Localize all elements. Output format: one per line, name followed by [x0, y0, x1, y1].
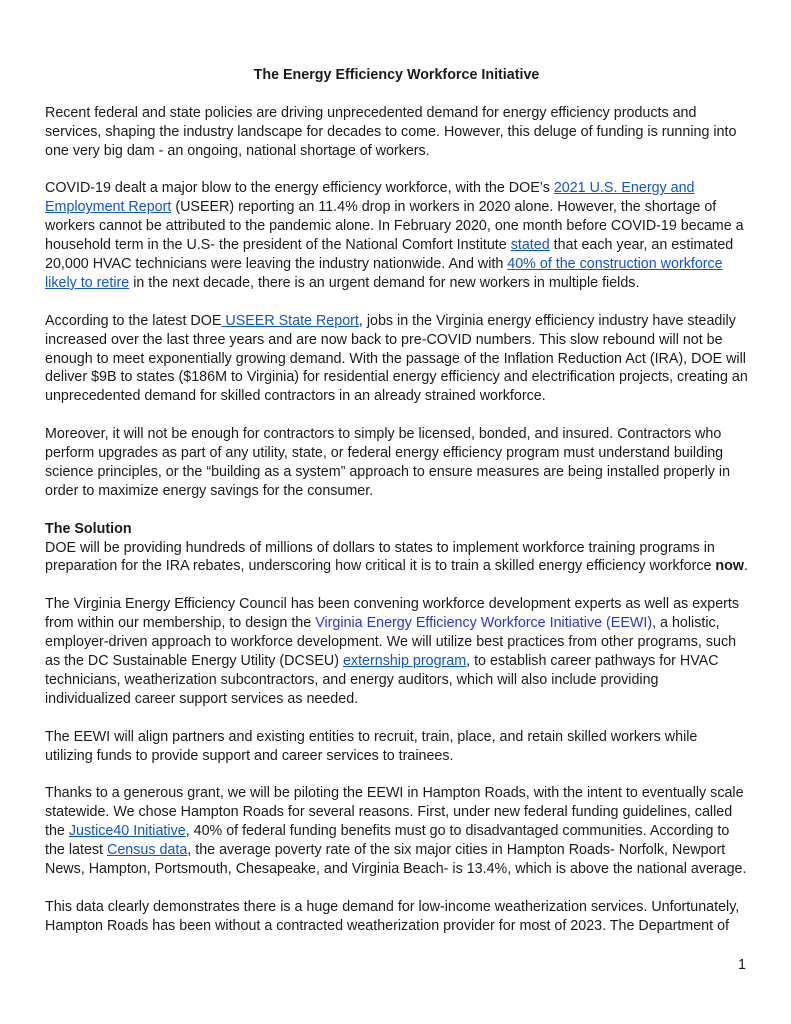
paragraph: [45, 784, 748, 879]
hyperlink[interactable]: USEER State Report: [221, 312, 359, 329]
hyperlink[interactable]: Justice40 Initiative: [68, 823, 186, 840]
text-run: The Solution: [45, 520, 132, 537]
paragraph: [45, 179, 748, 292]
text-run: Thanks to a generous grant, we will be piloting the EEWI in Hampton Roads, with the intent to eventually scale statewide. We chose Hampton Roads for several reasons. First, under new federal funding guidelines, called the: [45, 785, 744, 840]
hyperlink[interactable]: externship program: [342, 653, 467, 669]
hyperlink[interactable]: Census data: [107, 842, 188, 859]
hyperlink[interactable]: stated: [510, 237, 550, 254]
text-run: The Virginia Energy Efficiency Council has been convening workforce development experts as well as experts from within our membership, to design the: [45, 596, 740, 632]
text-run: This data clearly demonstrates there is a huge demand for low-income weatherization services. Unfortunately, Hampton Roads has been without a contracted weatherization provider for most of 2023. The Department of: [45, 898, 740, 934]
hyperlink[interactable]: 2021 U.S. Energy and Employment Report: [45, 180, 695, 216]
paragraph: [45, 728, 748, 766]
paragraph: [45, 595, 748, 708]
text-run: Moreover, it will not be enough for contractors to simply be licensed, bonded, and insured. Contractors who perform upgrades as part of any utility, state, or federal energy efficiency program must understand building science principles, or the “building as a system” approach to ensure measures are being installed properly in order to maximize energy savings for the consumer.: [45, 426, 731, 499]
text-run: (USEER) reporting an 11.4% drop in workers in 2020 alone. However, the shortage of workers cannot be attributed to the pandemic alone. In February 2020, one month before COVID-19 became a household term in the U.S- the president of the National Comfort Institute: [45, 199, 744, 254]
text-run: COVID-19 dealt a major blow to the energy efficiency workforce, with the DOE’s: [45, 180, 554, 197]
text-run: , 40% of federal funding benefits must go to disadvantaged communities. According to the latest: [45, 823, 730, 859]
document-title: The Energy Efficiency Workforce Initiative: [253, 67, 540, 83]
text-run: .: [744, 558, 748, 575]
paragraph: [45, 104, 748, 161]
text-run: , jobs in the Virginia energy efficiency industry have steadily increased over the last three years and are now back to pre-COVID numbers. This slow rebound will not be enough to meet exponentially growing demand. With the passage of the Inflation Reduction Act (IRA), DOE will deliver $9B to states ($186M to Virginia) for residential energy efficiency and electrification projects, creating an unprecedented demand for skilled contractors in an already strained workforce.: [45, 312, 748, 405]
text-run: Recent federal and state policies are driving unprecedented demand for energy efficiency products and services, shaping the industry landscape for decades to come. However, this deluge of funding is running into one very big dam - an ongoing, national shortage of workers.: [45, 104, 737, 159]
document-content: [45, 66, 748, 954]
text-run: DOE will be providing hundreds of millions of dollars to states to implement workforce training programs in preparation for the IRA rebates, underscoring how critical it is to train a skilled energy efficiency workforce: [45, 539, 716, 575]
paragraph: [45, 425, 748, 501]
hyperlink[interactable]: Virginia Energy Efficiency Workforce Initiative (EEWI): [315, 615, 653, 632]
text-run: that each year, an estimated 20,000 HVAC technicians were leaving the industry nationwide. And with: [45, 237, 734, 273]
hyperlink[interactable]: 40% of the construction workforce likely to retire: [45, 256, 723, 291]
text-run: in the next decade, there is an urgent demand for new workers in multiple fields.: [129, 274, 640, 291]
document-blocks: [45, 104, 748, 936]
text-run: , to establish career pathways for HVAC technicians, weatherization subcontractors, and energy auditors, which will also include providing individualized career support services as needed.: [45, 653, 719, 707]
text-run: The EEWI will align partners and existing entities to recruit, train, place, and retain skilled workers while utilizing funds to provide support and career services to trainees.: [45, 728, 698, 764]
paragraph: [45, 312, 748, 407]
paragraph: [45, 539, 748, 577]
text-run: According to the latest DOE: [45, 312, 222, 329]
paragraph: [45, 898, 748, 936]
bold-text-run: now: [715, 558, 745, 575]
text-run: , the average poverty rate of the six major cities in Hampton Roads- Norfolk, Newport News, Hampton, Portsmouth, Chesapeake, and Virginia Beach- is 13.4%, which is above the national average.: [45, 842, 747, 877]
section-heading: [45, 520, 748, 539]
text-run: , a holistic, employer-driven approach to workforce development. We will utilize best practices from other programs, such as the DC Sustainable Energy Utility (DCSEU): [45, 615, 737, 669]
page-number: 1: [738, 957, 746, 973]
